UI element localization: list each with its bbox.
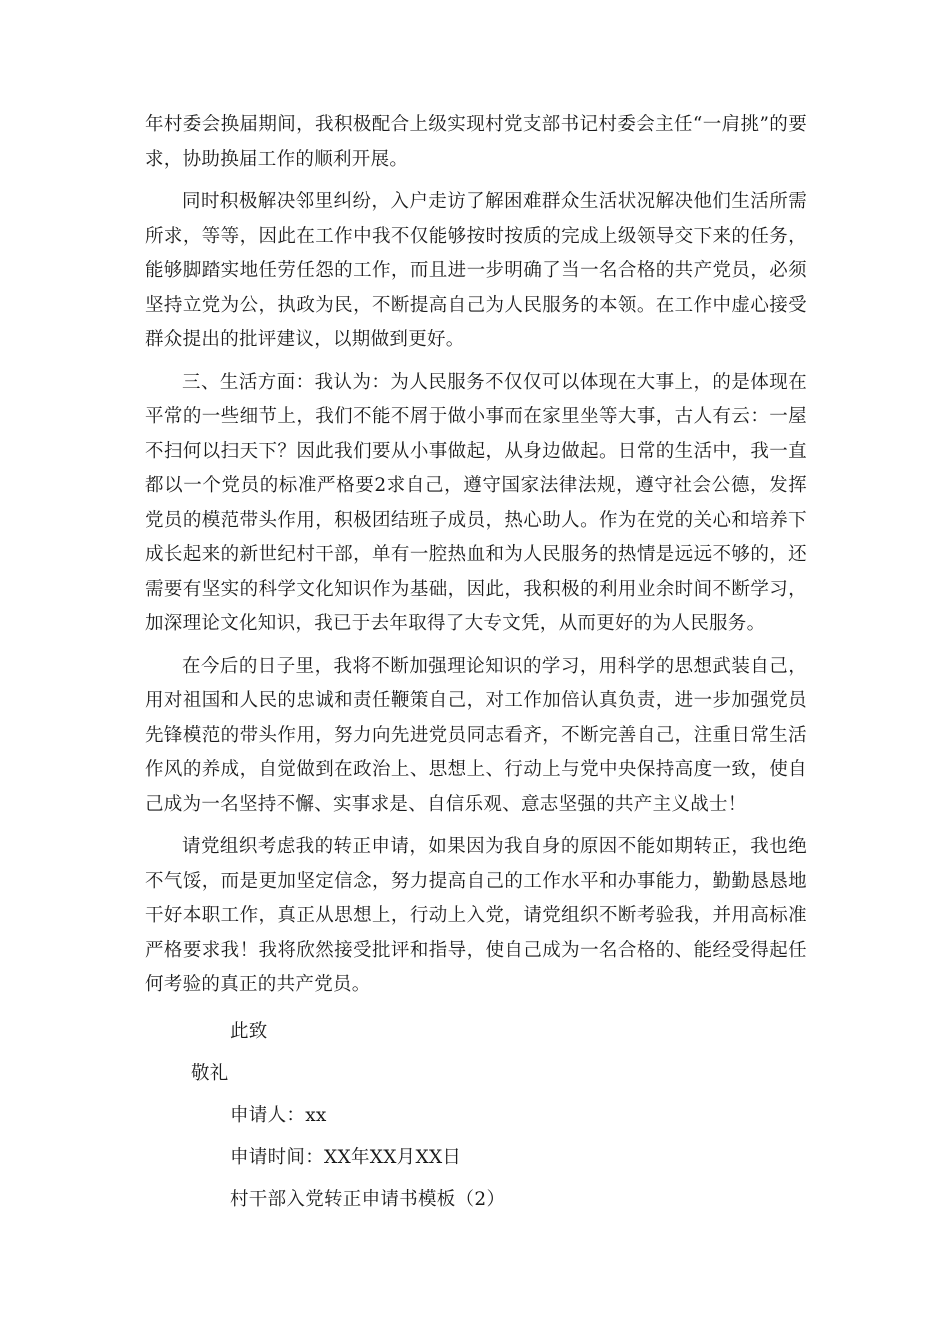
paragraph-future-plan: 在今后的日子里，我将不断加强理论知识的学习，用科学的思想武装自己，用对祖国和人民的忠诚和责任鞭策自己，对工作加倍认真负责，进一步加强党员先锋模范的带头作用，努力向先进党员同志看齐，不断完善自己，注重日常生活作风的养成，自觉做到在政治上、思想上、行动上与党中央保持高度一致，使自己成为一名坚持不懈、实事求是、自信乐观、意志坚强的共产主义战士！ (145, 655, 807, 815)
document-body (145, 108, 807, 1221)
closing-jingli: 敬礼 (191, 1062, 229, 1084)
closing-cizhi: 此致 (230, 1020, 268, 1042)
paragraph-life-aspect: 三、生活方面：我认为：为人民服务不仅仅可以体现在大事上，的是体现在平常的一些细节上，我们不能不屑于做小事而在家里坐等大事，古人有云：一屋不扫何以扫天下？因此我们要从小事做起，从身边做起。日常的生活中，我一直都以一个党员的标准严格要2求自己，遵守国家法律法规，遵守社会公德，发挥党员的模范带头作用，积极团结班子成员，热心助人。作为在党的关心和培养下成长起来的新世纪村干部，单有一腔热血和为人民服务的热情是远远不够的，还需要有坚实的科学文化知识作为基础，因此，我积极的利用业余时间不断学习，加深理论文化知识，我已于去年取得了大专文凭，从而更好的为人民服务。 (145, 371, 807, 634)
paragraph-work-mediation: 同时积极解决邻里纠纷，入户走访了解困难群众生活状况解决他们生活所需所求，等等，因此在工作中我不仅能够按时按质的完成上级领导交下来的任务，能够脚踏实地任劳任怨的工作，而且进一步明确了当一名合格的共产党员，必须坚持立党为公，执政为民，不断提高自己为人民服务的本领。在工作中虚心接受群众提出的批评建议，以期做到更好。 (145, 191, 807, 350)
application-date-line: 申请时间：XX年XX月XX日 (230, 1146, 462, 1168)
paragraph-request: 请党组织考虑我的转正申请，如果因为我自身的原因不能如期转正，我也绝不气馁，而是更加坚定信念，努力提高自己的工作水平和办事能力，勤勤恳恳地干好本职工作，真正从思想上，行动上入党，请党组织不断考验我，并用高标准严格要求我！我将欣然接受批评和指导，使自己成为一名合格的、能经受得起任何考验的真正的共产党员。 (145, 836, 807, 995)
paragraph-continuation: 年村委会换届期间，我积极配合上级实现村党支部书记村委会主任“一肩挑”的要求，协助换届工作的顺利开展。 (145, 114, 807, 170)
applicant-line: 申请人：xx (230, 1104, 327, 1126)
next-template-title: 村干部入党转正申请书模板（2） (230, 1188, 506, 1210)
